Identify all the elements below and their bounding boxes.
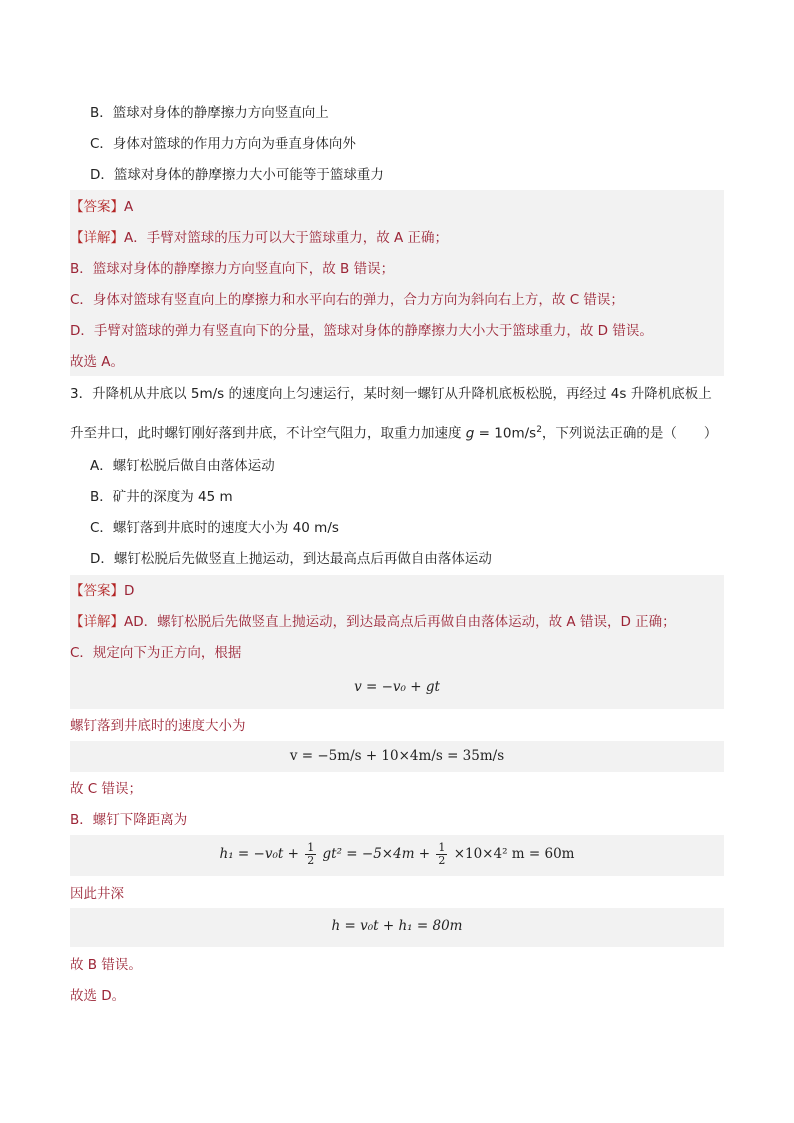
q3-detail-b: B．螺钉下降距离为 xyxy=(70,812,188,828)
q3-detail-c: C．规定向下为正方向，根据 xyxy=(70,645,242,661)
q3-answer xyxy=(70,581,134,601)
q3-option-d: D．螺钉松脱后先做竖直上抛运动，到达最高点后再做自由落体运动 xyxy=(90,551,492,567)
q2-answer-band xyxy=(70,190,724,376)
q3-option-a: A．螺钉松脱后做自由落体运动 xyxy=(90,458,275,474)
equation-speed: v = −5m/s + 10×4m/s = 35m/s xyxy=(289,748,505,764)
q2-detail-4: D．手臂对篮球的弹力有竖直向下的分量，篮球对身体的静摩擦力大小大于篮球重力，故 D 错误。 xyxy=(70,323,653,339)
fraction-half: $\frac{1}{2}$ xyxy=(307,841,315,867)
q2-option-d: D．篮球对身体的静摩擦力大小可能等于篮球重力 xyxy=(90,167,384,183)
equation-depth: h = v₀t + h₁ = 80m xyxy=(331,918,463,934)
q2-detail-3: C．身体对篮球有竖直向上的摩擦力和水平向右的弹力，合力方向为斜向右上方，故 C 错误； xyxy=(70,292,624,308)
q2-option-b: B．篮球对身体的静摩擦力方向竖直向上 xyxy=(90,105,329,121)
q3-speed-text: 螺钉落到井底时的速度大小为 xyxy=(70,718,246,734)
q3-option-c: C．螺钉落到井底时的速度大小为 40 m/s xyxy=(90,520,339,536)
q2-detail-2: B．篮球对身体的静摩擦力方向竖直向下，故 B 错误； xyxy=(70,261,395,277)
q3-b-wrong: 故 B 错误。 xyxy=(70,957,142,973)
q2-answer xyxy=(70,197,133,217)
q2-conclusion: 故选 A。 xyxy=(70,354,125,370)
q2-detail-1: 【详解】A．手臂对篮球的压力可以大于篮球重力，故 A 正确； xyxy=(70,230,449,246)
q3-stem-line-1: 3．升降机从井底以 5m/s 的速度向上匀速运行，某时刻一螺钉从升降机底板松脱，再经过 4s 升降机底板上 xyxy=(70,386,712,402)
q3-option-b: B．矿井的深度为 45 m xyxy=(90,489,233,505)
q3-well-text: 因此井深 xyxy=(70,886,124,902)
equation-velocity: v = −v₀ + gt xyxy=(354,679,440,695)
detail-tag: 【详解】 xyxy=(70,230,124,246)
q3-stem-line-2: 升至井口，此时螺钉刚好落到井底，不计空气阻力，取重力加速度 $g = 10m/s^2$，下列说法正确的是（ ） xyxy=(70,425,718,442)
answer-tag: 【答案】 xyxy=(70,199,124,215)
answer-value: D xyxy=(124,583,135,599)
fraction-half: $\frac{1}{2}$ xyxy=(438,841,446,867)
equation-distance: h₁ = −v₀t + $\frac{1}{2}$ gt² = −5×4m + $\frac{1}{2}$ ×10×4² m = 60m xyxy=(219,841,575,867)
answer-value: A xyxy=(124,199,134,215)
detail-tag: 【详解】 xyxy=(70,614,124,630)
q3-conclusion: 故选 D。 xyxy=(70,988,126,1004)
q3-c-wrong: 故 C 错误； xyxy=(70,781,143,797)
answer-tag: 【答案】 xyxy=(70,583,124,599)
q2-option-c: C．身体对篮球的作用力方向为垂直身体向外 xyxy=(90,136,356,152)
q3-detail-ad: 【详解】AD．螺钉松脱后先做竖直上抛运动，到达最高点后再做自由落体运动，故 A 错误，D 正确； xyxy=(70,614,676,630)
